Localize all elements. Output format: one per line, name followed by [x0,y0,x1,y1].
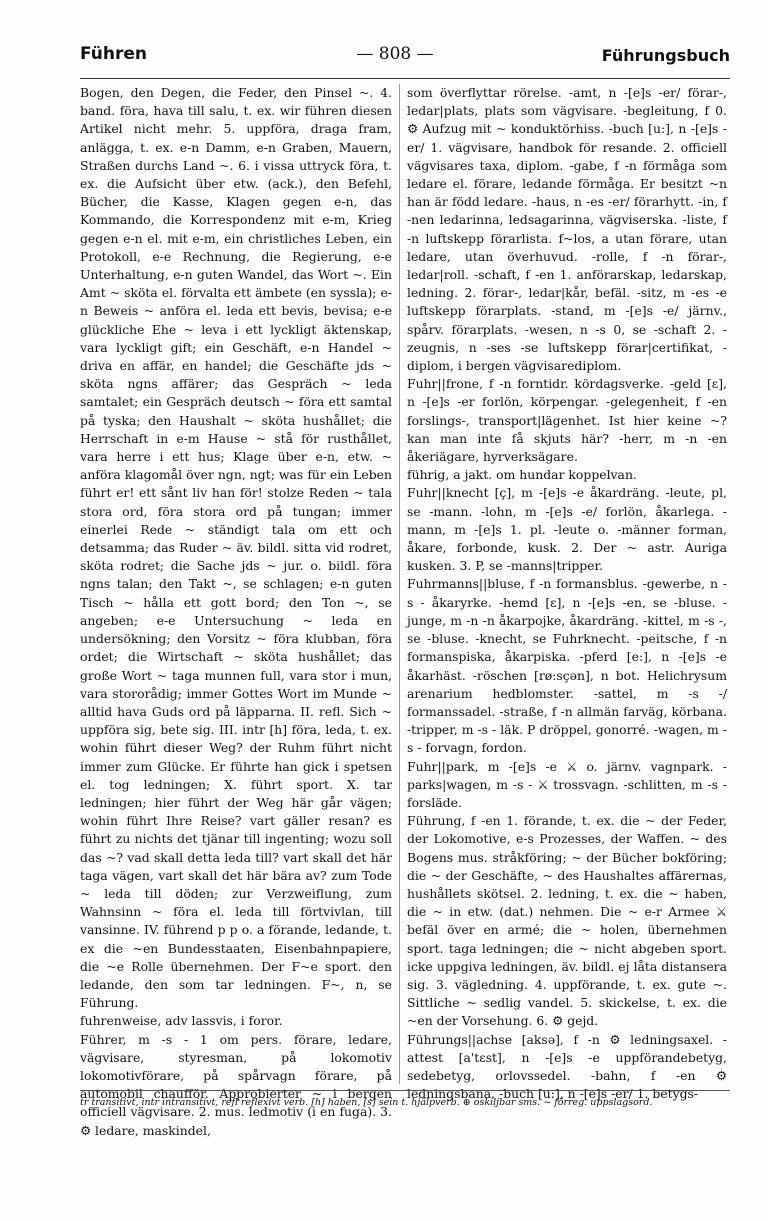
footer-rule [80,1090,730,1091]
page-number: — 808 — [356,44,434,64]
right-column [407,84,727,1102]
entry-fuhrig: führig, a jakt. om hundar koppelvan. [407,467,637,483]
entry-fuhrer: Führer, m -s - 1 om pers. förare, ledare, vägvisare, styresman, på lokomotiv lokomotivförare, på spårvagn förare, på automobil chaufför. Approbierter ~ i bergen officiell vägvisare. 2. mus. ledmotiv (i en fuga). 3. ⚙ ledare, maskindel, [80,1031,392,1138]
entry-fuhrungsachse: Führungs||achse [aksə], f -n ⚙ ledningsaxel. -attest [a'tɛst], n -[e]s -e uppförandebetyg, sedebetyg, orlovssedel. -bahn, f -en ⚙ ledningsbana. -buch [u:], n -[e]s -er/ 1. betygs- [407,1031,727,1102]
entry-fuhrer-compounds: som överflyttar rörelse. -amt, n -[e]s -er/ förar-, ledar|plats, plats som vägvisare. -begleitung, f 0. ⚙ Aufzug mit ~ konduktörhiss. -buch [u:], n -[e]s -er/ 1. vägvisare, handbok för resande. 2. officiell vägvisares taxa, diplom. -gabe, f -n förmåga som ledare el. förare, ledande förmåga. Er besitzt ~n han är född ledare. -haus, n -es -er/ förarhytt. -in, f -nen ledarinna, ledsagarinna, vägviserska. -liste, f -n luftskepp förarlista. f~los, a utan förare, utan ledare, utan överhuvud. -rolle, f -n förar-, ledar|roll. -schaft, f -en 1. anförarskap, ledarskap, ledning. 2. förar-, ledar|kår, befäl. -sitz, m -es -e luftskepp förarplats. -stand, m -[e]s -e/ järnv., spårv. förarplats. -wesen, n -s 0, se -schaft 2. -zeugnis, n -ses -se luftskepp förar|certifikat, -diplom, i bergen vägvisarediplom. [407,85,727,374]
left-headword: Führen [80,44,147,64]
entry-fuhrpark: Fuhr||park, m -[e]s -e ⚔ o. järnv. vagnpark. -parks|wagen, m -s - ⚔ trossvagn. -schlitten, m -s - forsläde. [407,758,727,810]
header-rule [80,78,730,79]
entry-fuhrmannsbluse: Fuhrmanns||bluse, f -n formansblus. -gewerbe, n -s - åkaryrke. -hemd [ɛ], n -[e]s -en, se -bluse. -junge, m -n -n åkarpojke, åkardräng. -kittel, m -s -, se -bluse. -knecht, se Fuhrknecht. -peitsche, f -n formanspiska, åkarpiska. -pferd [e:], n -[e]s -e åkarhäst. -röschen [rø:sçən], n bot. Helichrysum arenarium hedblomster. -sattel, m -s -/ formanssadel. -straße, f -n allmän farväg, körbana. -tripper, m -s - läk. P dröppel, gonorré. -wagen, m -s - forvagn, fordon. [407,576,727,756]
entry-fuhren-continued: Bogen, den Degen, die Feder, den Pinsel ~. 4. band. föra, hava till salu, t. ex. wir führen diesen Artikel nicht mehr. 5. uppföra, draga fram, anlägga, t. ex. e-n Damm, e-n Graben, Mauern, Straßen durchs Land ~. 6. i vissa uttryck föra, t. ex. die Aufsicht über etw. (ack.), den Befehl, Bücher, die Kasse, Klagen gegen e-n, das Kommando, die Korrespondenz mit e-m, Krieg gegen e-n el. mit e-m, ein christliches Leben, ein Protokoll, e-e Rechnung, die Regierung, e-e Unterhaltung, e-n guten Wandel, das Wort ~. Ein Amt ~ sköta el. förvalta ett ämbete (en syssla); e-n Beweis ~ anföra el. leda ett bevis, bevisa; e-e glückliche Ehe ~ leva i ett lyckligt äktenskap, vara lyckligt gift; ein Geschäft, e-n Handel ~ driva en affär, en handel; die Geschäfte jds ~ sköta ngns affärer; das Gespräch ~ leda samtalet; ein Gespräch deutsch ~ föra ett samtal på tyska; den Haushalt ~ sköta hushållet; die Herrschaft in e-m Hause ~ stå för rusthållet, vara herre i ett hus; Klage über e-n, etw. ~ anföra klagomål över ngn, ngt; was für ein Leben führt er! ett sånt liv han för! stolze Reden ~ tala stora ord, föra stora ord på tungan; immer einerlei Rede ~ ständigt tala om ett och detsamma; das Ruder ~ äv. bildl. sitta vid rodret, sköta rodret; die Sache jds ~ jur. o. bildl. föra ngns talan; den Takt ~, se schlagen; e-n guten Tisch ~ hålla ett gott bord; den Ton ~, se angeben; e-e Untersuchung ~ leda en undersökning; den Vorsitz ~ föra klubban, föra ordet; die Wirtschaft ~ sköta hushållet; das große Wort ~ taga munnen full, vara stor i mun, vara stororådig; immer Gottes Wort im Munde ~ alltid hava Guds ord på läpparna. II. refl. Sich ~ uppföra sig, bete sig. III. intr [h] föra, leda, t. ex. wohin führt dieser Weg? der Ruhm führt nicht immer zum Glücke. Er führte han gick i spetsen el. tog ledningen; X. führt sport. X. tar ledningen; hier führt der Weg här går vägen; wohin führt Ihre Reise? vart gäller resan? es führt zu nichts det tjänar till ingenting; wozu soll das ~? vad skall detta leda till? vart skall det här taga vägen, vart skall det här bära av? zum Tode ~ leda till döden; zur Verzweiflung, zum Wahnsinn ~ föra el. leda till förtvivlan, till vansinne. IV. führend p p o. a förande, ledande, t. ex die ~en Bundesstaaten, Eisenbahnpapiere, die ~e Rolle übernehmen. Der F~e sport. den ledande, den som tar ledningen. F~, n, se Führung. [80,85,392,1011]
right-headword: Führungsbuch [601,46,730,65]
entry-fuhrenweise: fuhrenweise, adv lassvis, i foror. [80,1013,283,1029]
entry-fuhrfrone: Fuhr||frone, f -n forntidr. kördagsverke. -geld [ɛ], n -[e]s -er forlön, körpengar. -gelegenheit, f -en forslings-, transport|lägenhet. Ist hier keine ~? kan man inte få skjuts här? -herr, m -n -en åkeriägare, hyrverksägare. [407,376,727,465]
entry-fuhrung: Führung, f -en 1. förande, t. ex. die ~ der Feder, der Lokomotive, e-s Prozesses, der Waffen. ~ des Bogens mus. stråkföring; ~ der Bücher bokföring; die ~ der Geschäfte, ~ des Haushaltes affärernas, hushållets skötsel. 2. ledning, t. ex. die ~ haben, die ~ in etw. (dat.) nehmen. Die ~ e-r Armee ⚔ befäl över en armé; die ~ holen, übernehmen sport. taga ledningen; die ~ nicht abgeben sport. icke uppgiva ledningen, äv. bildl. ej låta distansera sig. 3. vägledning. 4. uppförande, t. ex. gute ~. Sittliche ~ sedlig vandel. 5. skickelse, t. ex. die ~en der Vorsehung. 6. ⚙ gejd. [407,813,727,1029]
page-header [80,44,730,74]
entry-fuhrknecht: Fuhr||knecht [ç], m -[e]s -e åkardräng. -leute, pl, se -mann. -lohn, m -[e]s -e/ forlön, åkarlega. -mann, m -[e]s 1. pl. -leute o. -männer forman, åkare, forbonde, kusk. 2. Der ~ astr. Auriga kusken. 3. P, se -manns|tripper. [407,485,727,574]
column-divider [399,84,400,1084]
abbreviation-legend: tr transitivt, intr intransitivt, refl reflexivt verb. [h] haben, [s] sein t. hjälpverb. ⊕ oskiljbar sms. ~ förreg. uppslagsord. [80,1097,653,1108]
